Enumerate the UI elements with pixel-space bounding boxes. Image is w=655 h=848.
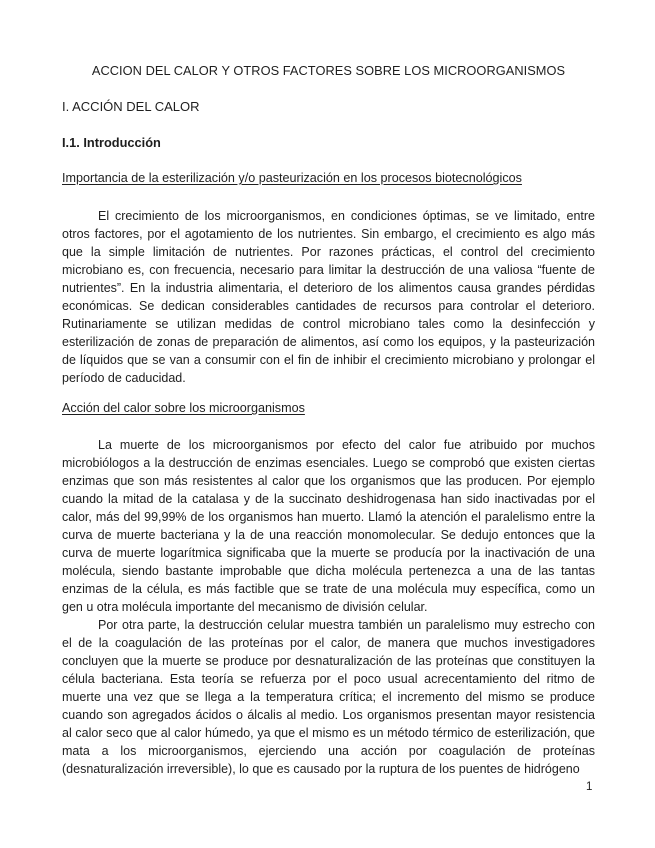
topic-heading-esterilizacion: Importancia de la esterilización y/o pasteurización en los procesos biotecnológicos — [62, 171, 522, 185]
paragraph: Por otra parte, la destrucción celular muestra también un paralelismo muy estrecho con el de la coagulación de las proteínas por el calor, de manera que muchos investigadores concluyen que la muerte se produce por desnaturalización de las proteínas que constituyen la célula bacteriana. Esta teoría se refuerza por el poco usual acrecentamiento del ritmo de muerte una vez que se llega a la temperatura crítica; el incremento del mismo se produce cuando son agregados ácidos o álcalis al medio. Los organismos presentan mayor resistencia al calor seco que al calor húmedo, ya que el mismo es un método térmico de esterilización, que mata a los microorganismos, ejerciendo una acción por coagulación de proteínas (desnaturalización irreversible), lo que es causado por la ruptura de los puentes de hidrógeno — [62, 618, 595, 776]
section-heading: I. ACCIÓN DEL CALOR — [62, 99, 200, 114]
document-title: ACCION DEL CALOR Y OTROS FACTORES SOBRE LOS MICROORGANISMOS — [91, 63, 566, 78]
topic-heading-accion-calor: Acción del calor sobre los microorganismos — [62, 401, 305, 415]
paragraph: El crecimiento de los microorganismos, en condiciones óptimas, se ve limitado, entre otros factores, por el agotamiento de los nutrientes. Sin embargo, el crecimiento es algo más que la simple limitación de nutrientes. Por razones prácticas, el control del crecimiento microbiano es, con frecuencia, necesario para limitar la destrucción de una valiosa “fuente de nutrientes”. En la industria alimentaria, el deterioro de los alimentos causa grandes pérdidas económicas. Se dedican considerables cantidades de recursos para controlar el deterioro. Rutinariamente se utilizan medidas de control microbiano tales como la desinfección y esterilización de zonas de preparación de alimentos, así como los equipos, y la pasteurización de líquidos que se van a consumir con el fin de inhibir el crecimiento microbiano y prolongar el período de caducidad. — [62, 209, 595, 385]
paragraph: La muerte de los microorganismos por efecto del calor fue atribuido por muchos microbiólogos a la destrucción de enzimas esenciales. Luego se comprobó que existen ciertas enzimas que son más resistentes al calor que los organismos que las producen. Por ejemplo cuando la mitad de la catalasa y de la succinato deshidrogenasa han sido inactivadas por el calor, más del 99,99% de los organismos han muerto. Llamó la atención el paralelismo entre la curva de muerte bacteriana y la de una reacción monomolecular. Se dedujo entonces que la curva de muerte logarítmica significaba que la muerte se producía por la inactivación de una molécula, siendo bastante improbable que dicha molécula pertenezca a una de las tantas enzimas de la célula, es más factible que se trate de una molécula muy específica, como un gen u otra molécula importante del mecanismo de división celular. — [62, 438, 595, 614]
page-number: 1 — [586, 781, 593, 793]
subsection-heading: I.1. Introducción — [62, 135, 161, 150]
